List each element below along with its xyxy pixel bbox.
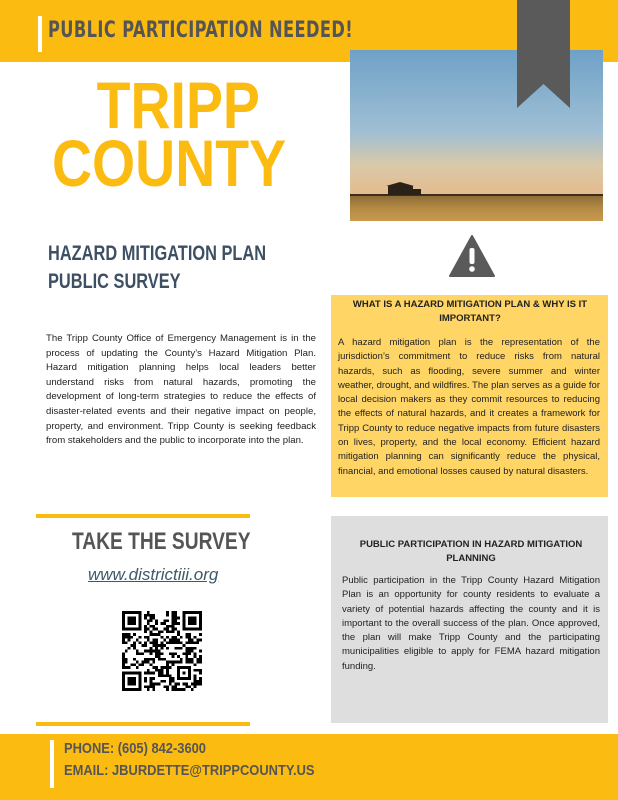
divider-line xyxy=(36,722,250,726)
subtitle-line-1: HAZARD MITIGATION PLAN xyxy=(48,242,267,265)
bookmark-ribbon xyxy=(517,0,570,108)
subtitle xyxy=(48,240,266,296)
participation-body: Public participation in the Tripp County Hazard Mitigation Plan is an opportunity for county residents to evaluate a variety of potential hazards affecting the county and it is important to the overall success of the plan. Once approved, the plan will make Tripp County and the participating municipalities eligible to apply for FEMA hazard mitigation funding. xyxy=(342,575,600,672)
intro-paragraph: The Tripp County Office of Emergency Management is in the process of updating the County’s Hazard Mitigation Plan. Hazard mitigation planning helps local leaders better understand risks from natural hazards, promoting the development of long-term strategies to reduce the effects of disaster-related events and their negative impact on people, property, and environment. Tripp County is seeking feedback from stakeholders and the public to incorporate into the plan. xyxy=(46,333,316,447)
banner-title: PUBLIC PARTICIPATION NEEDED! xyxy=(48,18,354,43)
footer-email: EMAIL: JBURDETTE@TRIPPCOUNTY.US xyxy=(64,762,315,779)
qr-code[interactable] xyxy=(122,611,202,691)
divider-line xyxy=(36,514,250,518)
warning-icon xyxy=(448,234,496,278)
title-line-2: COUNTY xyxy=(52,126,287,200)
subtitle-line-2: PUBLIC SURVEY xyxy=(48,270,181,293)
page-title xyxy=(52,68,287,200)
title-line-1: TRIPP xyxy=(96,68,260,142)
footer-accent-bar xyxy=(50,740,54,788)
banner-accent-bar xyxy=(38,16,42,52)
what-is-body: A hazard mitigation plan is the representation of the jurisdiction’s commitment to reduce risks from natural hazards, such as flooding, severe summer and winter weather, drought, and wildfires. The plan serves as a guide for local decision makers as they commit resources to reducing the effects of natural hazards, and it creates a framework for Tripp County to reduce negative impacts from future disasters on lives, property, and the local economy. Efficient hazard mitigation planning can significantly reduce the physical, financial, and emotional losses caused by natural disasters. xyxy=(338,337,600,477)
participation-heading: PUBLIC PARTICIPATION IN HAZARD MITIGATION PLANNING xyxy=(359,539,583,564)
footer-phone: PHONE: (605) 842-3600 xyxy=(64,740,206,757)
what-is-heading: WHAT IS A HAZARD MITIGATION PLAN & WHY IS IT IMPORTANT? xyxy=(352,299,588,324)
survey-link[interactable]: www.districtiii.org xyxy=(88,565,219,584)
survey-heading: TAKE THE SURVEY xyxy=(72,528,251,555)
